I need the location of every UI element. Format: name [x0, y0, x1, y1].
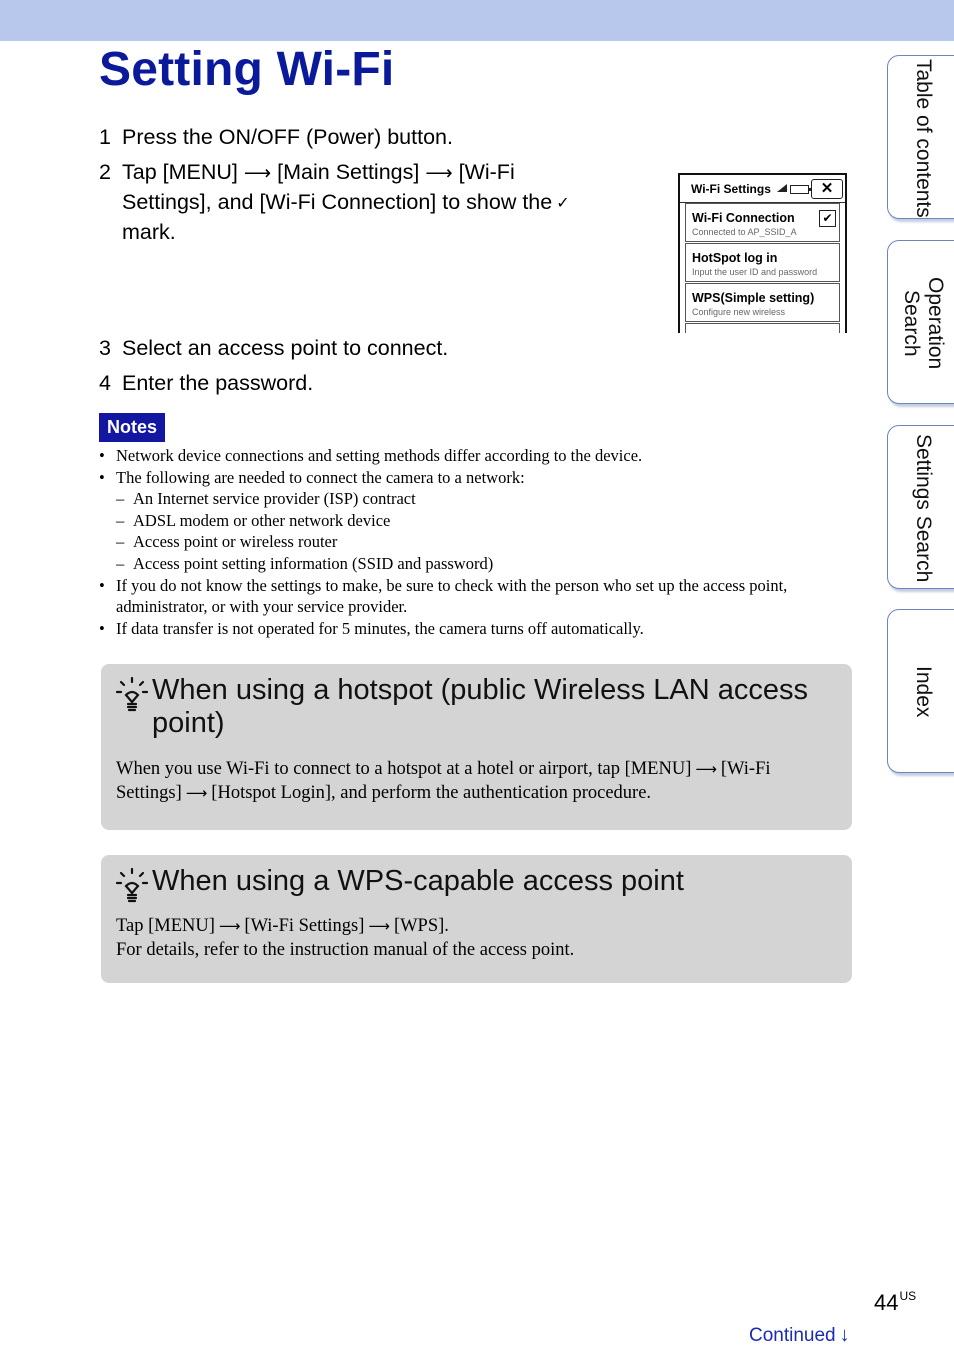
step-text: Press the ON/OFF (Power) button.	[122, 125, 453, 149]
tab-label: Index	[912, 666, 935, 718]
menu-item-sub: Configure new wireless	[692, 307, 786, 317]
step-text-part: mark.	[122, 220, 176, 244]
menu-item-label: HotSpot log in	[692, 251, 778, 265]
header-band	[0, 0, 954, 41]
continued-link[interactable]	[749, 1324, 850, 1347]
note-item: • If data transfer is not operated for 5 minutes, the camera turns off automatically.	[99, 618, 644, 638]
right-arrow-icon: ⟶	[243, 163, 272, 184]
note-subitem: – Access point setting information (SSID and password)	[116, 553, 494, 573]
note-subitem: – An Internet service provider (ISP) contract	[116, 489, 416, 509]
step-number: 1	[99, 125, 111, 149]
tab-table-of-contents[interactable]	[887, 55, 954, 219]
right-arrow-icon: ⟶	[425, 163, 453, 184]
tip-text: [Wi-Fi Settings]	[116, 759, 771, 803]
menu-item-label: Wi-Fi Connection	[692, 211, 795, 225]
notes-list	[99, 445, 849, 639]
down-arrow-icon: ↓	[839, 1324, 850, 1346]
tab-operation-search[interactable]	[887, 240, 954, 404]
screen-title: Wi-Fi Settings	[691, 182, 771, 196]
tab-settings-search[interactable]	[887, 425, 954, 589]
tip-body	[116, 914, 836, 962]
menu-item-label: WPS(Simple setting)	[692, 291, 815, 305]
page-title: Setting Wi-Fi	[99, 43, 395, 96]
screen-header	[680, 175, 845, 203]
lightbulb-hint-icon	[115, 867, 149, 903]
right-arrow-icon: ⟶	[695, 760, 717, 778]
menu-item-wps[interactable]	[685, 283, 840, 322]
note-subitem: – ADSL modem or other network device	[116, 510, 391, 530]
tip-body	[116, 757, 836, 805]
menu-item-sub: Connected to AP_SSID_A	[692, 227, 797, 237]
notes-badge: Notes	[99, 413, 165, 442]
tip-text: When you use Wi-Fi to connect to a hotspot at a hotel or airport, tap [MENU]	[116, 759, 692, 779]
menu-item-sub: Input the user ID and password	[692, 267, 818, 277]
continued-label: Continued	[749, 1325, 836, 1346]
tip-text: [Hotspot Login], and perform the authentication procedure.	[211, 783, 652, 803]
note-subitem: – Access point or wireless router	[116, 532, 338, 552]
step-text	[122, 158, 602, 247]
menu-item-hotspot-login[interactable]	[685, 243, 840, 282]
wps-tip-box	[101, 855, 852, 983]
step-text: Select an access point to connect.	[122, 336, 449, 360]
close-button[interactable]: ✕	[811, 179, 843, 199]
step-number: 4	[99, 371, 111, 395]
right-arrow-icon: ⟶	[368, 917, 390, 935]
tab-index[interactable]	[887, 609, 954, 773]
lightbulb-hint-icon	[115, 676, 149, 712]
tip-text: Tap [MENU]	[116, 916, 215, 936]
menu-item-wifi-connection[interactable]	[685, 203, 840, 242]
menu-item-partial	[685, 323, 840, 333]
note-item-continued: administrator, or with your service provider.	[116, 597, 408, 617]
step-number: 3	[99, 336, 111, 360]
note-item: • The following are needed to connect the camera to a network:	[99, 467, 525, 487]
page-number	[874, 1289, 916, 1316]
wifi-settings-screenshot	[678, 173, 847, 333]
tab-label: Table of contents	[912, 58, 935, 218]
step-text-part: Tap [MENU]	[122, 160, 238, 184]
checkbox[interactable]: ✔	[819, 210, 836, 227]
step-number: 2	[99, 160, 111, 184]
step-text: Enter the password.	[122, 371, 314, 395]
right-arrow-icon: ⟶	[185, 784, 208, 802]
battery-icon	[790, 185, 809, 194]
note-item: • Network device connections and setting methods differ according to the device.	[99, 446, 643, 465]
page-number-value: 44	[874, 1290, 899, 1315]
wifi-signal-icon	[776, 183, 788, 193]
tip-title: When using a hotspot (public Wireless LAN access point)	[152, 674, 809, 739]
tip-text: For details, refer to the instruction manual of the access point.	[116, 940, 575, 960]
tip-title: When using a WPS-capable access point	[152, 865, 684, 897]
hotspot-tip-box	[101, 664, 852, 830]
page-number-suffix: US	[899, 1289, 917, 1303]
check-mark-icon: ✓	[556, 195, 570, 212]
tip-text: [WPS].	[393, 916, 449, 936]
note-item: • If you do not know the settings to make, be sure to check with the person who set up the access point,	[99, 575, 788, 595]
right-arrow-icon: ⟶	[218, 917, 241, 935]
tip-text: [Wi-Fi Settings]	[244, 916, 365, 936]
step-text-part: [Main Settings]	[277, 160, 420, 184]
step-text-part: [Wi-Fi Settings], and [Wi-Fi Connection] to show the	[122, 160, 553, 214]
tab-label: Operation Search	[900, 276, 947, 370]
tab-label: Settings Search	[912, 433, 935, 583]
